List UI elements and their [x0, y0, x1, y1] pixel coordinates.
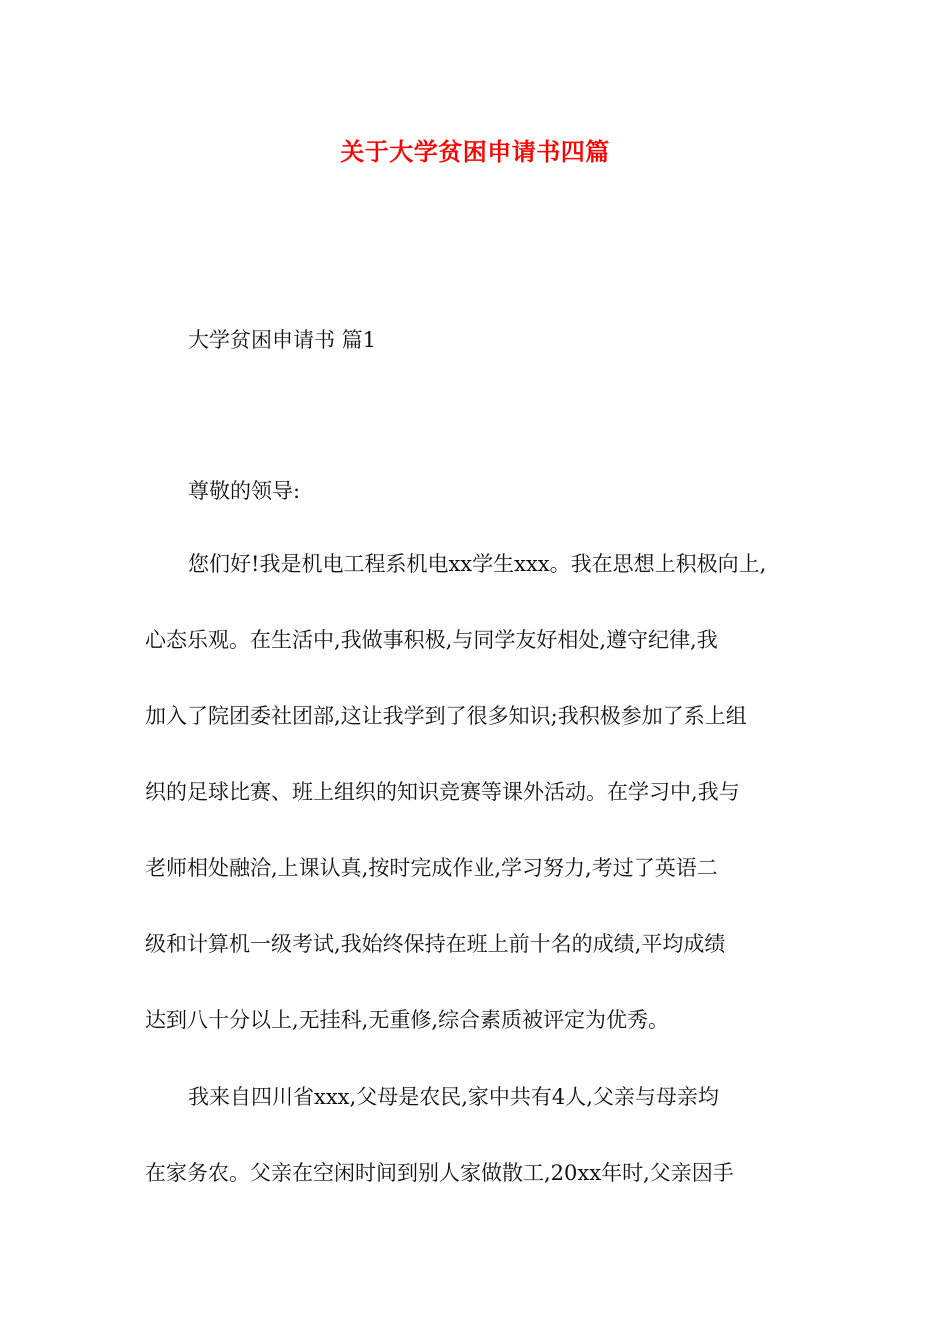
paragraph-line: 在家务农。父亲在空闲时间到别人家做散工,20xx年时,父亲因手 [145, 1161, 734, 1185]
paragraph-line: 加入了院团委社团部,这让我学到了很多知识;我积极参加了系上组 [145, 704, 747, 728]
section-heading: 大学贫困申请书 篇1 [188, 328, 377, 352]
paragraph-line: 级和计算机一级考试,我始终保持在班上前十名的成绩,平均成绩 [145, 932, 726, 956]
salutation: 尊敬的领导: [188, 479, 301, 503]
paragraph-line: 织的足球比赛、班上组织的知识竞赛等课外活动。在学习中,我与 [145, 780, 740, 804]
paragraph-line: 您们好!我是机电工程系机电xx学生xxx。我在思想上积极向上, [188, 552, 767, 576]
paragraph-2 [145, 1059, 815, 1211]
paragraph-line: 老师相处融洽,上课认真,按时完成作业,学习努力,考过了英语二 [145, 856, 718, 880]
paragraph-line: 我来自四川省xxx,父母是农民,家中共有4人,父亲与母亲均 [188, 1085, 719, 1109]
document-title: 关于大学贫困申请书四篇 [340, 138, 610, 166]
paragraph-1 [145, 526, 815, 1058]
paragraph-line: 心态乐观。在生活中,我做事积极,与同学友好相处,遵守纪律,我 [145, 628, 718, 652]
paragraph-line: 达到八十分以上,无挂科,无重修,综合素质被评定为优秀。 [145, 1008, 670, 1032]
